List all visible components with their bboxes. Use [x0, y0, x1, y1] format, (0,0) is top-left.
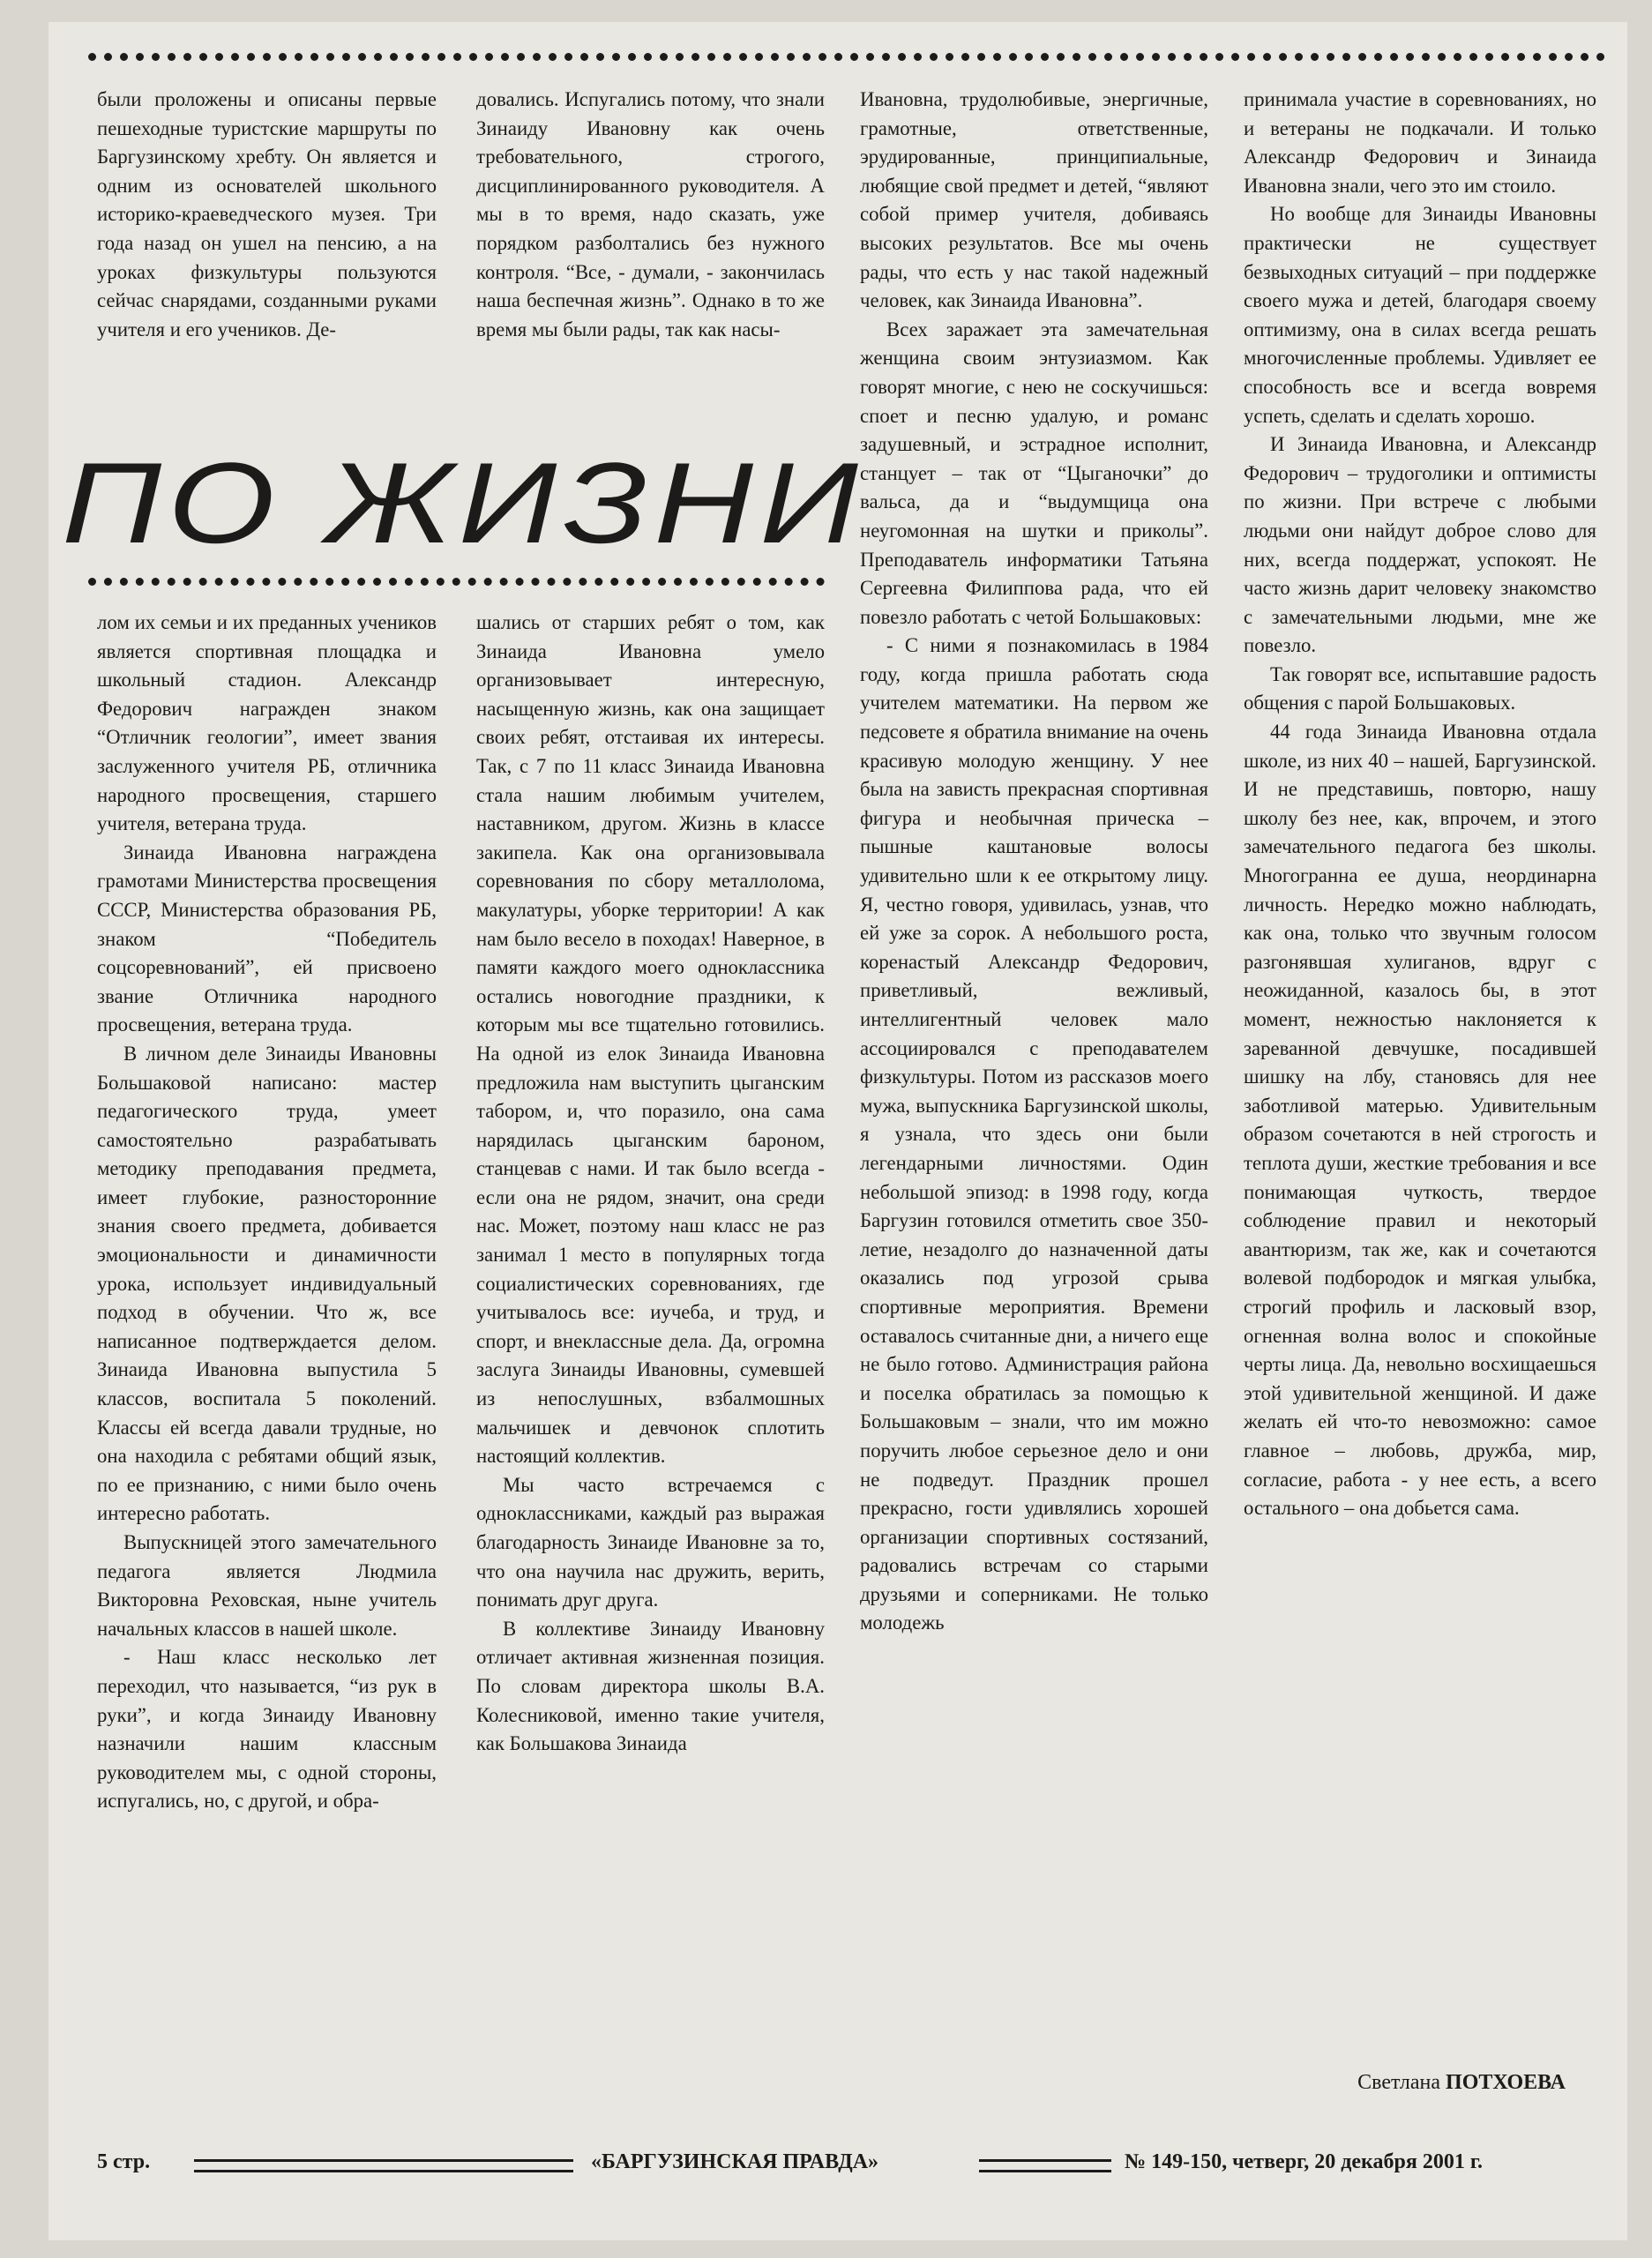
paragraph: В коллективе Зинаиду Ивановну отличает активная жизненная позиция. По словам директора школы В.А. Колесниковой, именно такие учителя, как Большакова Зинаида — [476, 1617, 825, 1755]
author-signature — [1292, 2071, 1566, 2095]
footer-page-number: 5 стр. — [97, 2150, 151, 2173]
column-2-top — [476, 86, 825, 344]
column-1-top — [97, 86, 437, 344]
footer-rule-right — [979, 2159, 1111, 2172]
paragraph: Но вообще для Зинаиды Ивановны практически не существует безвыходных ситуаций – при поддержке своего мужа и детей, благодаря своему оптимизму, она в силах всегда решать многочисленные проблемы. Удивляет ее способность все и всегда вовремя успеть, сделать и сделать хорошо. — [1244, 203, 1596, 427]
footer-rule-left — [194, 2159, 573, 2172]
column-4 — [1244, 86, 1596, 1523]
top-dotted-rule — [88, 53, 1605, 61]
column-3 — [860, 86, 1208, 1638]
paragraph: Выпускницей этого замечательного педагога является Людмила Викторовна Реховская, ныне учитель начальных классов в нашей школе. — [97, 1531, 437, 1640]
paragraph: В личном деле Зинаиды Ивановны Большаковой написано: мастер педагогического труда, умеет самостоятельно разрабатывать методику преподавания предмета, имеет глубокие, разносторонние знания своего предмета, добивается эмоциональности и динамичности урока, использует индивидуальный подход в обучении. Что ж, все написанное подтверждается делом. Зинаида Ивановна выпустила 5 классов, воспитала 5 поколений. Классы ей всегда давали трудные, но она находила с ребятами общий язык, по ее признанию, с ними было очень интересно работать. — [97, 1042, 437, 1525]
paragraph: 44 года Зинаида Ивановна отдала школе, из них 40 – нашей, Баргузинской. И не представишь, повторю, нашу школу без нее, как, впрочем, и этого замечательного педагога без школы. Многогранна ее душа, неординарна личность. Нередко можно наблюдать, как она, только что звучным голосом разгонявшая хулиганов, вдруг с неожиданной, казалось бы, в этот момент, нежностью наклоняется к зареванной девчушке, посадившей шишку на лбу, становясь для нее заботливой матерью. Удивительным образом сочетаются в ней строгость и теплота души, жесткие требования и все понимающая чуткость, твердое соблюдение правил и некоторый авантюризм, так же, как и сочетаются волевой подбородок и мягкая улыбка, строгий профиль и ласковый взор, огненная волна волос и спокойные черты лица. Да, невольно восхищаешься этой удивительной женщиной. И даже желать ей что-то невозможно: самое главное – любовь, дружба, мир, согласие, работа - у нее есть, а всего остального – она добьется сама. — [1244, 721, 1596, 1520]
paragraph: принимала участие в соревнованиях, но и ветераны не подкачали. И только Александр Федорович и Зинаида Ивановна знали, чего это им стоило. — [1244, 88, 1596, 197]
paragraph: Ивановна, трудолюбивые, энергичные, грамотные, ответственные, эрудированные, принципиальные, любящие свой предмет и детей, “являют собой пример учителя, добиваясь высоких результатов. Все мы очень рады, что есть у нас такой надежный человек, как Зинаида Ивановна”. — [860, 88, 1208, 312]
paragraph: Так говорят все, испытавшие радость общения с парой Большаковых. — [1244, 662, 1596, 714]
paragraph: - Наш класс несколько лет переходил, что называется, “из рук в руки”, и когда Зинаиду Ивановну назначили нашим классным руководителем мы, с одной стороны, испугались, но, с другой, и обра- — [97, 1646, 437, 1813]
paragraph: шались от старших ребят о том, как Зинаида Ивановна умело организовывает интересную, насыщенную жизнь, как она защищает своих ребят, отстаивая их интересы. Так, с 7 по 11 класс Зинаида Ивановна стала нашим любимым учителем, наставником, другом. Жизнь в классе закипела. Как она организовывала соревнования по сбору металлолома, макулатуры, уборке территории! А как нам было весело в походах! Наверное, в памяти каждого моего одноклассника остались новогодние праздники, к которым мы все тщательно готовились. На одной из елок Зинаида Ивановна предложила нам выступить цыганским табором, и, что поразило, она сама нарядилась цыганским бароном, станцевав с нами. И так было всегда - если она не рядом, значит, она среди нас. Может, поэтому наш класс не раз занимал 1 место в популярных тогда социалистических соревнованиях, где учитывалось все: иучеба, и труд, и спорт, и внеклассные дела. Да, огромна заслуга Зинаиды Ивановны, сумевшей из непослушных, взбалмошных мальчишек и девчонок сплотить настоящий коллектив. — [476, 611, 825, 1468]
paragraph: довались. Испугались потому, что знали Зинаиду Ивановну как очень требовательного, строгого, дисциплинированного руководителя. А мы в то время, надо сказать, уже порядком разболтались без нужного контроля. “Все, - думали, - закончилась наша беспечная жизнь”. Однако в то же время мы были рады, так как насы- — [476, 88, 825, 340]
footer-newspaper-name: «БАРГУЗИНСКАЯ ПРАВДА» — [591, 2150, 879, 2173]
paragraph: были проложены и описаны первые пешеходные туристские маршруты по Баргузинскому хребту. Он является и одним из основателей школьного историко-краеведческого музея. Три года назад он ушел на пенсию, а на уроках физкультуры пользуются сейчас снарядами, созданными руками учителя и его учеников. Де- — [97, 88, 437, 340]
column-2-bottom — [476, 609, 825, 1759]
paragraph: Мы часто встречаемся с одноклассниками, каждый раз выражая благодарность Зинаиде Ивановне за то, что она научила нас дружить, верить, понимать друг друга. — [476, 1473, 825, 1611]
author-first-name: Светлана — [1357, 2071, 1441, 2094]
paragraph: Всех заражает эта замечательная женщина своим энтузиазмом. Как говорят многие, с нею не соскучишься: споет и песню удалую, и романс задушевный, и эстрадное исполнит, станцует – так от “Цыганочки” до вальса, да и “выдумщица она неугомонная на шутки и приколы”. Преподаватель информатики Татьяна Сергеевна Филиппова рада, что ей повезло работать с четой Большаковых: — [860, 318, 1208, 628]
paragraph: лом их семьи и их преданных учеников является спортивная площадка и школьный стадион. Александр Федорович награжден знаком “Отличник геологии”, имеет звания заслуженного учителя РБ, отличника народного просвещения, старшего учителя, ветерана труда. — [97, 611, 437, 835]
footer-issue-info: № 149-150, четверг, 20 декабря 2001 г. — [1125, 2150, 1484, 2173]
author-last-name: ПОТХОЕВА — [1446, 2071, 1566, 2094]
page-footer — [97, 2150, 1579, 2186]
article-title: ПО ЖИЗНИ — [62, 438, 864, 567]
column-1-bottom — [97, 609, 437, 1816]
title-dotted-rule — [88, 578, 825, 586]
paragraph: Зинаида Ивановна награждена грамотами Министерства просвещения СССР, Министерства образования РБ, знаком “Победитель соцсоревнований”, ей присвоено звание Отличника народного просвещения, ветерана труда. — [97, 841, 437, 1036]
paragraph: - С ними я познакомилась в 1984 году, когда пришла работать сюда учителем математики. На первом же педсовете я обратила внимание на очень красивую молодую женщину. У нее была на зависть прекрасная спортивная фигура и необычная прическа – пышные каштановые волосы удивительно шли к ее открытому лицу. Я, честно говоря, удивилась, узнав, что ей уже за сорок. А небольшого роста, коренастый Александр Федорович, приветливый, вежливый, интеллигентный человек мало ассоциировался с преподавателем физкультуры. Потом из рассказов моего мужа, выпускника Баргузинской школы, я узнала, что здесь они были легендарными личностями. Один небольшой эпизод: в 1998 году, когда Баргузин готовился отметить свое 350-летие, незадолго до назначенной даты оказались под угрозой срыва спортивные мероприятия. Времени оставалось считанные дни, а ничего еще не было готово. Администрация района и поселка обратилась за помощью к Большаковым – знали, что им можно поручить любое серьезное дело и они не подведут. Праздник прошел прекрасно, гости удивлялись хорошей организации спортивных состязаний, радовались встречам со старыми друзьями и соперниками. Не только молодежь — [860, 634, 1208, 1634]
paragraph: И Зинаида Ивановна, и Александр Федорович – трудоголики и оптимисты по жизни. При встрече с любыми людьми они найдут доброе слово для них, всегда поддержат, успокоят. Не часто жизнь дарит человеку знакомство с замечательными людьми, мне же повезло. — [1244, 433, 1596, 657]
